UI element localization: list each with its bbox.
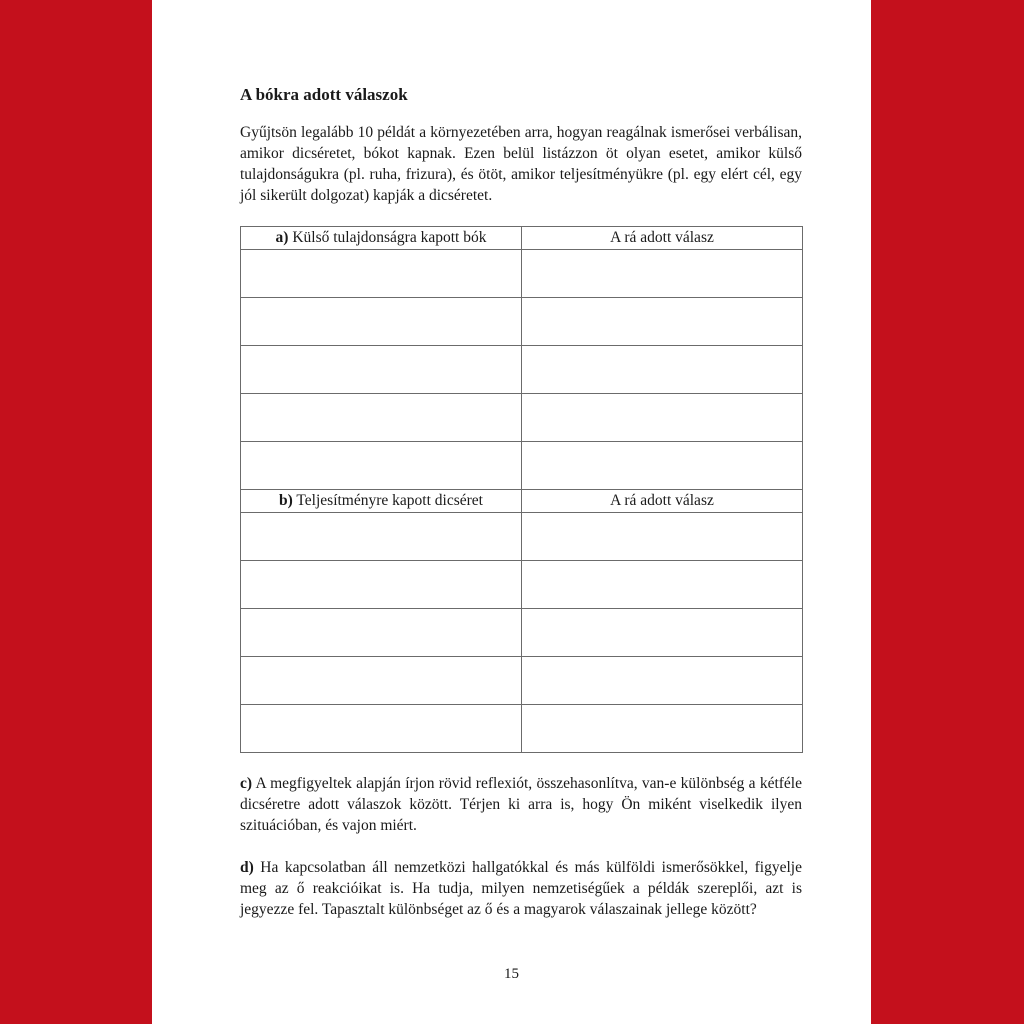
table-row — [241, 250, 803, 298]
table-row — [241, 346, 803, 394]
table-row — [241, 657, 803, 705]
table-header-b — [241, 490, 803, 513]
table-row — [241, 513, 803, 561]
task-c-text: A megfigyeltek alapján írjon rövid reflexiót, összehasonlítva, van-e különbség a kétféle dicséretre adott válaszok között. Térjen ki arra is, hogy Ön miként viselkedik ilyen szituációban, és vajon miért. — [240, 775, 802, 834]
page-content — [240, 84, 802, 941]
table-row — [241, 394, 803, 442]
task-c-marker: c) — [240, 775, 253, 792]
answer-cell[interactable] — [241, 346, 522, 394]
worksheet-page — [152, 0, 871, 1024]
answer-cell[interactable] — [522, 657, 803, 705]
answer-cell[interactable] — [241, 394, 522, 442]
answer-table — [240, 226, 803, 753]
tasks — [240, 773, 802, 920]
section-b-header: Teljesítményre kapott dicséret — [296, 492, 483, 509]
table-row — [241, 442, 803, 490]
answer-cell[interactable] — [522, 442, 803, 490]
table-row — [241, 298, 803, 346]
section-b-marker: b) — [279, 492, 293, 509]
answer-cell[interactable] — [522, 513, 803, 561]
header-a-right: A rá adott válasz — [522, 227, 803, 250]
answer-cell[interactable] — [241, 561, 522, 609]
answer-cell[interactable] — [522, 609, 803, 657]
answer-cell[interactable] — [241, 298, 522, 346]
section-a-header: Külső tulajdonságra kapott bók — [292, 229, 487, 246]
answer-cell[interactable] — [241, 442, 522, 490]
header-a-left — [241, 227, 522, 250]
table-row — [241, 561, 803, 609]
answer-cell[interactable] — [522, 394, 803, 442]
answer-cell[interactable] — [241, 250, 522, 298]
answer-cell[interactable] — [241, 657, 522, 705]
answer-cell[interactable] — [522, 298, 803, 346]
answer-cell[interactable] — [241, 513, 522, 561]
answer-cell[interactable] — [522, 561, 803, 609]
page-number: 15 — [504, 966, 519, 982]
task-d-text: Ha kapcsolatban áll nemzetközi hallgatókkal és más külföldi ismerősökkel, figyelje meg az ő reakcióikat is. Ha tudja, milyen nemzetiségűek a példák szereplői, azt is jegyezze fel. Tapasztalt különbséget az ő és a magyarok válaszainak jellege között? — [240, 859, 802, 918]
answer-cell[interactable] — [522, 705, 803, 753]
header-b-left — [241, 490, 522, 513]
task-c — [240, 773, 802, 836]
answer-cell[interactable] — [241, 609, 522, 657]
task-d — [240, 857, 802, 920]
table-row — [241, 609, 803, 657]
task-d-marker: d) — [240, 859, 254, 876]
answer-cell[interactable] — [522, 250, 803, 298]
intro-paragraph: Gyűjtsön legalább 10 példát a környezetében arra, hogyan reagálnak ismerősei verbálisan, amikor dicséretet, bókot kapnak. Ezen belül listázzon öt olyan esetet, amikor külső tulajdonságukra (pl. ruha, frizura), és ötöt, amikor teljesítményükre (pl. egy elért cél, egy jól sikerült dolgozat) kapják a dicséretet. — [240, 124, 802, 204]
table-header-a — [241, 227, 803, 250]
section-a-marker: a) — [275, 229, 289, 246]
answer-cell[interactable] — [522, 346, 803, 394]
table-row — [241, 705, 803, 753]
page-title: A bókra adott válaszok — [240, 85, 408, 104]
header-b-right: A rá adott válasz — [522, 490, 803, 513]
answer-cell[interactable] — [241, 705, 522, 753]
